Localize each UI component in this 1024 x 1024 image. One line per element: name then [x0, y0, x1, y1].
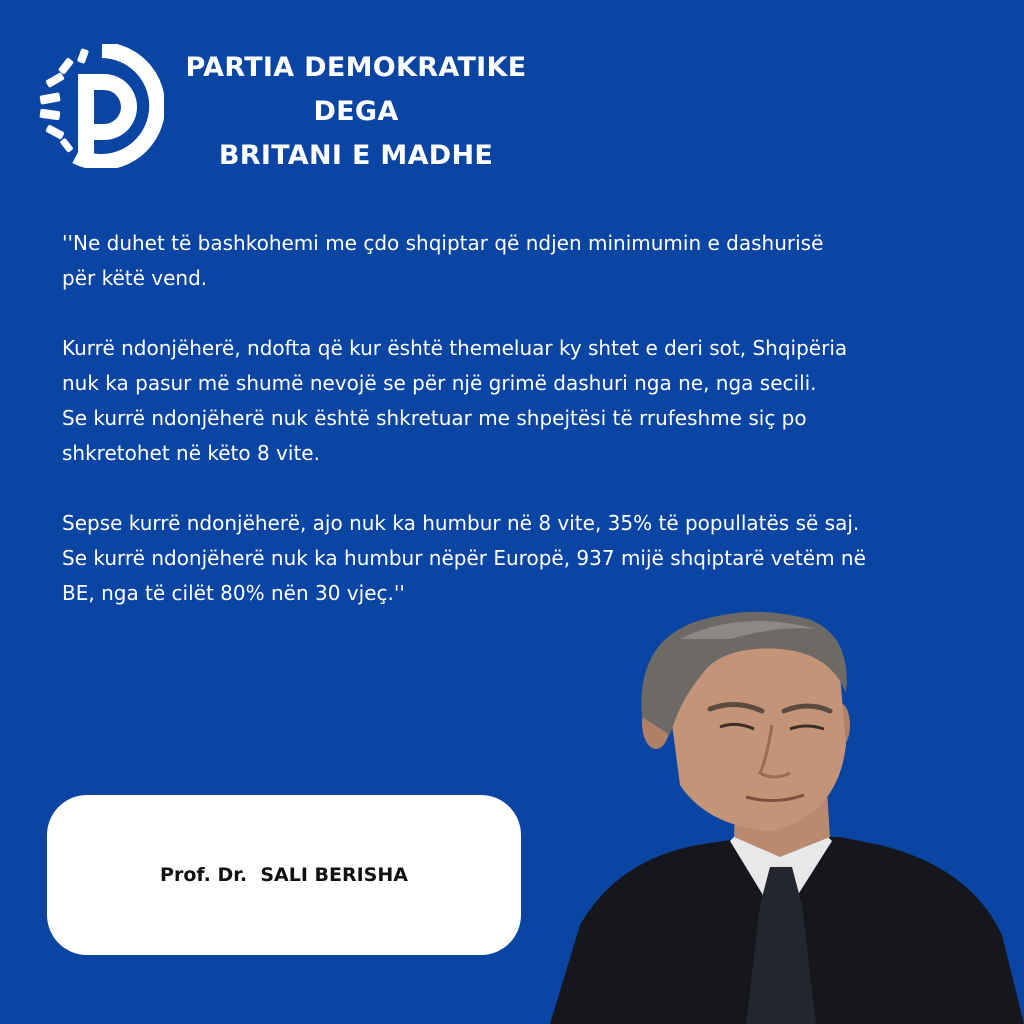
quote-paragraph-3 — [62, 506, 982, 611]
quote-line: për këtë vend. — [62, 266, 208, 290]
speaker-name-card — [47, 795, 521, 955]
quote-paragraph-2 — [62, 331, 982, 471]
quote-line: Se kurrë ndonjëherë nuk është shkretuar me shpejtësi të rrufeshme siç po — [62, 406, 807, 430]
speaker-portrait-photo — [540, 605, 1024, 1024]
title-line-3: BRITANI E MADHE — [218, 140, 494, 171]
speaker-name: Prof. Dr. SALI BERISHA — [160, 864, 408, 886]
quote-line: Sepse kurrë ndonjëherë, ajo nuk ka humbur në 8 vite, 35% të popullatës së saj. — [62, 511, 860, 535]
title-line-2: DEGA — [313, 96, 399, 127]
quote-line: ''Ne duhet të bashkohemi me çdo shqiptar që ndjen minimumin e dashurisë — [62, 231, 824, 255]
quote-paragraph-1 — [62, 226, 982, 296]
quote-line: BE, nga të cilët 80% nën 30 vjeç.'' — [62, 581, 405, 605]
quote-line: Se kurrë ndonjëherë nuk ka humbur nëpër Europë, 937 mijë shqiptarë vetëm në — [62, 546, 866, 570]
quote-line: nuk ka pasur më shumë nevojë se për një grimë dashuri nga ne, nga secili. — [62, 371, 817, 395]
quote-text — [62, 226, 982, 611]
title-line-1: PARTIA DEMOKRATIKE — [185, 52, 527, 83]
party-d-logo-icon — [36, 44, 164, 168]
quote-line: Kurrë ndonjëherë, ndofta që kur është themeluar ky shtet e deri sot, Shqipëria — [62, 336, 848, 360]
organization-title — [160, 46, 552, 178]
quote-line: shkretohet në këto 8 vite. — [62, 441, 320, 465]
